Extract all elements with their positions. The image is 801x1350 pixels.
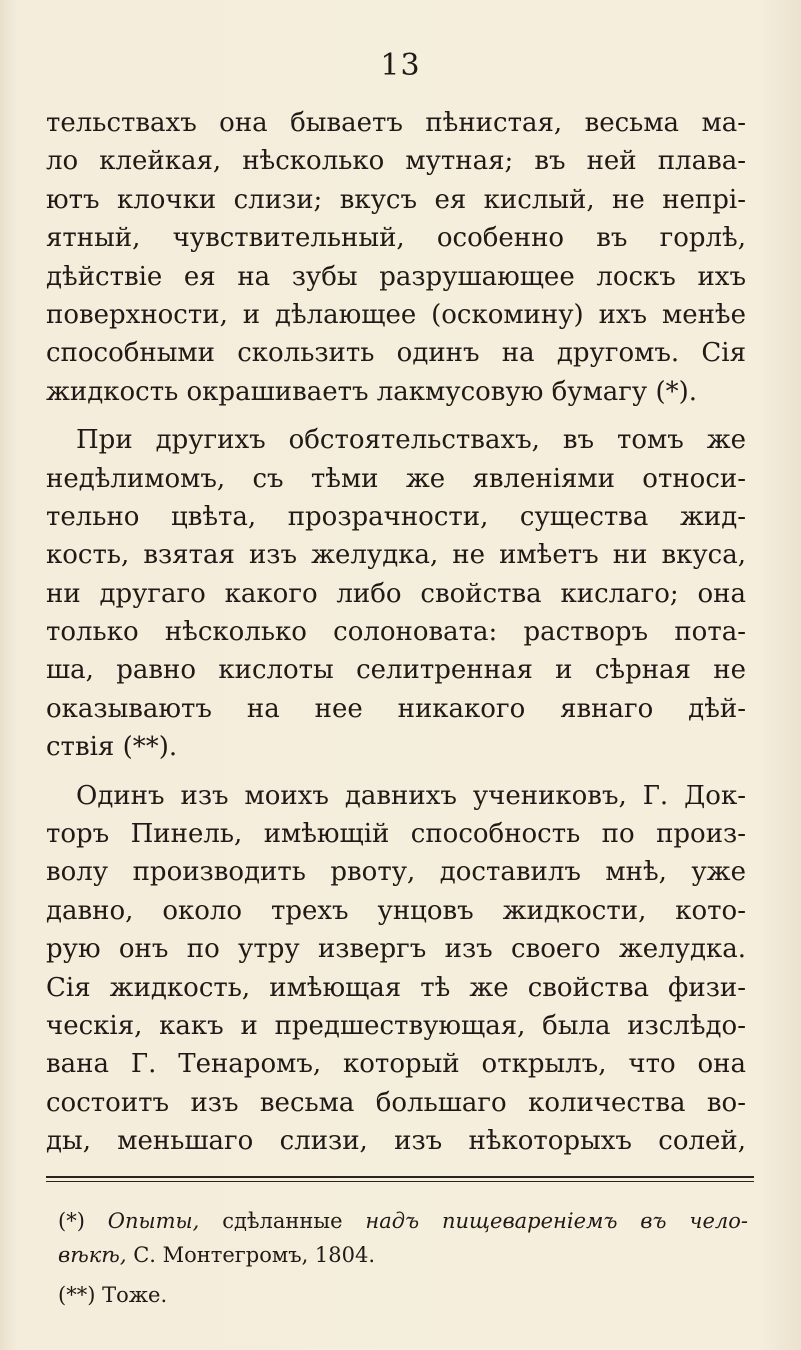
text-line: оказываютъ на нее никакого явнаго дѣй- bbox=[46, 693, 746, 724]
footnote-2 bbox=[58, 1278, 748, 1312]
text-line: состоитъ изъ весьма большаго количества во- bbox=[46, 1087, 746, 1118]
text-line: ды, меньшаго слизи, изъ нѣкоторыхъ солей, bbox=[46, 1126, 746, 1157]
paragraph-3 bbox=[46, 777, 746, 1161]
text-line: ютъ клочки слизи; вкусъ ея кислый, не непрі- bbox=[46, 184, 746, 215]
text-line: дѣйствіе ея на зубы разрушающее лоскъ ихъ bbox=[46, 261, 746, 292]
footnote-title: Опыты, bbox=[107, 1209, 200, 1233]
text-line: кость, взятая изъ желудка, не имѣетъ ни вкуса, bbox=[46, 540, 746, 571]
text-line: тельно цвѣта, прозрачности, существа жид- bbox=[46, 501, 746, 532]
footnote-text: С. Монтегромъ, 1804. bbox=[133, 1243, 376, 1267]
text-line: ни другаго какого либо свойства кислаго; она bbox=[46, 578, 746, 609]
page-number: 13 bbox=[380, 48, 421, 83]
footnote-divider bbox=[46, 1176, 754, 1178]
footnote-text: сдѣланные bbox=[222, 1209, 343, 1233]
footnote-divider-thin bbox=[46, 1181, 754, 1182]
text-line: ша, равно кислоты селитренная и сѣрная не bbox=[46, 655, 746, 686]
text-line: ствія (**). bbox=[46, 732, 178, 763]
text-line: давно, около трехъ унцовъ жидкости, кото- bbox=[46, 895, 746, 926]
text-line: торъ Пинель, имѣющій способность по произ- bbox=[46, 819, 746, 850]
footnote-mark: (*) bbox=[58, 1209, 85, 1233]
text-line: волу производить рвоту, доставилъ мнѣ, уже bbox=[46, 857, 746, 888]
text-line: поверхности, и дѣлающее (оскомину) ихъ менѣе bbox=[46, 299, 746, 330]
text-line: способными скользить одинъ на другомъ. Сія bbox=[46, 338, 746, 369]
text-line: жидкость окрашиваетъ лакмусовую бумагу (*). bbox=[46, 376, 698, 407]
text-line: Сія жидкость, имѣющая тѣ же свойства физи- bbox=[46, 972, 746, 1003]
footnote-mark: (**) bbox=[58, 1283, 96, 1307]
footnote-1-line-2 bbox=[58, 1238, 748, 1272]
text-line: рую онъ по утру извергъ изъ своего желудка. bbox=[46, 934, 746, 965]
footnote-text: Тоже. bbox=[102, 1283, 168, 1307]
paragraph-2 bbox=[46, 421, 746, 767]
footnote-title: вѣкѣ, bbox=[58, 1243, 127, 1267]
text-line: ло клейкая, нѣсколько мутная; въ ней плава- bbox=[46, 146, 746, 177]
footnotes bbox=[58, 1204, 748, 1312]
text-line: При другихъ обстоятельствахъ, въ томъ же bbox=[76, 425, 746, 456]
footnote-title: надъ пищевареніемъ въ чело- bbox=[365, 1209, 748, 1233]
text-line: ятный, чувствительный, особенно въ горлѣ, bbox=[46, 223, 746, 254]
text-line: тельствахъ она бываетъ пѣнистая, весьма ма- bbox=[46, 108, 746, 138]
text-line: Одинъ изъ моихъ давнихъ учениковъ, Г. Док- bbox=[76, 780, 746, 811]
text-line: вана Г. Тенаромъ, который открылъ, что она bbox=[46, 1049, 746, 1080]
body-text bbox=[46, 104, 746, 1161]
text-line: недѣлимомъ, съ тѣми же явленіями относи- bbox=[46, 463, 746, 494]
footnote-1-line-1 bbox=[58, 1204, 748, 1238]
text-line: ческія, какъ и предшествующая, была изслѣдо- bbox=[46, 1010, 746, 1041]
text-line: только нѣсколько солоновата: растворъ пота- bbox=[46, 617, 746, 648]
paragraph-1 bbox=[46, 104, 746, 411]
